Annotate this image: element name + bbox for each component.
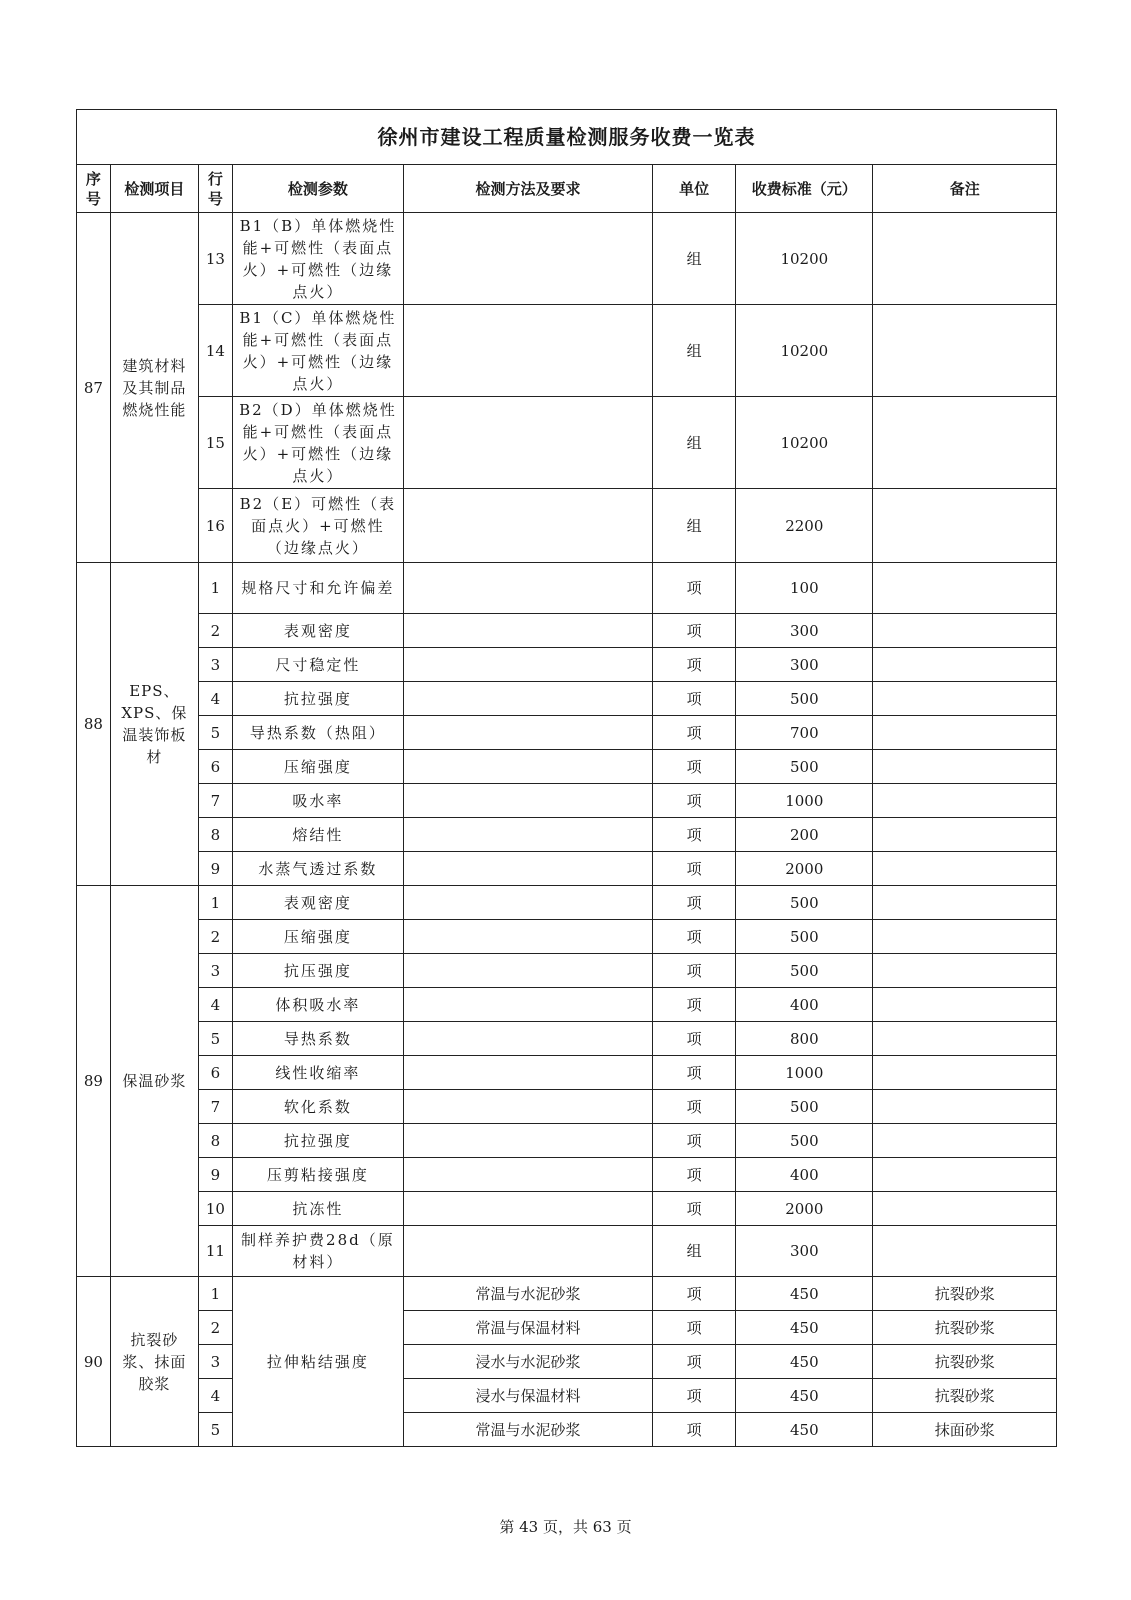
fee-cell: 1000 [736, 784, 873, 818]
unit-cell: 项 [653, 818, 736, 852]
method-cell [404, 1022, 653, 1056]
note-cell [873, 1226, 1057, 1277]
fee-cell: 450 [736, 1345, 873, 1379]
table-row [77, 1226, 1057, 1277]
fee-cell: 300 [736, 1226, 873, 1277]
row-number: 6 [198, 750, 232, 784]
table-row [77, 886, 1057, 920]
param-cell: 抗压强度 [232, 954, 403, 988]
row-number: 16 [198, 489, 232, 563]
note-cell [873, 954, 1057, 988]
unit-cell: 组 [653, 305, 736, 397]
row-number: 1 [198, 1277, 232, 1311]
unit-cell: 项 [653, 1090, 736, 1124]
note-cell [873, 1090, 1057, 1124]
table-row [77, 750, 1057, 784]
header-method: 检测方法及要求 [404, 165, 653, 213]
unit-cell: 项 [653, 784, 736, 818]
table-row [77, 1311, 1057, 1345]
unit-cell: 项 [653, 563, 736, 614]
method-cell [404, 489, 653, 563]
unit-cell: 项 [653, 614, 736, 648]
table-row [77, 1192, 1057, 1226]
note-cell [873, 920, 1057, 954]
unit-cell: 组 [653, 1226, 736, 1277]
note-cell [873, 818, 1057, 852]
table-row [77, 1277, 1057, 1311]
header-unit: 单位 [653, 165, 736, 213]
param-cell: B2（E）可燃性（表面点火）+可燃性（边缘点火） [232, 489, 403, 563]
fee-cell: 200 [736, 818, 873, 852]
row-number: 2 [198, 614, 232, 648]
method-cell [404, 682, 653, 716]
fee-cell: 700 [736, 716, 873, 750]
param-cell: 水蒸气透过系数 [232, 852, 403, 886]
group-item-name: EPS、XPS、保温装饰板材 [110, 563, 198, 886]
method-cell [404, 397, 653, 489]
header-fee: 收费标准（元） [736, 165, 873, 213]
param-cell: 规格尺寸和允许偏差 [232, 563, 403, 614]
fee-cell: 500 [736, 682, 873, 716]
table-row [77, 1158, 1057, 1192]
row-number: 7 [198, 1090, 232, 1124]
fee-cell: 10200 [736, 213, 873, 305]
note-cell [873, 489, 1057, 563]
param-cell: B1（C）单体燃烧性能+可燃性（表面点火）+可燃性（边缘点火） [232, 305, 403, 397]
method-cell [404, 1226, 653, 1277]
table-body [77, 213, 1057, 1447]
method-cell [404, 305, 653, 397]
fee-cell: 800 [736, 1022, 873, 1056]
table-row [77, 852, 1057, 886]
page-footer: 第 43 页，共 63 页 [499, 1518, 632, 1536]
param-cell: 导热系数 [232, 1022, 403, 1056]
table-row [77, 988, 1057, 1022]
header-seq: 序号 [77, 165, 111, 213]
note-cell [873, 886, 1057, 920]
table-row [77, 784, 1057, 818]
note-cell [873, 784, 1057, 818]
group-seq: 88 [77, 563, 111, 886]
row-number: 3 [198, 648, 232, 682]
row-number: 4 [198, 1379, 232, 1413]
row-number: 6 [198, 1056, 232, 1090]
row-number: 4 [198, 682, 232, 716]
header-item: 检测项目 [110, 165, 198, 213]
param-cell: 抗拉强度 [232, 1124, 403, 1158]
unit-cell: 项 [653, 648, 736, 682]
method-cell [404, 886, 653, 920]
param-cell: 表观密度 [232, 614, 403, 648]
group-item-name: 保温砂浆 [110, 886, 198, 1277]
note-cell: 抗裂砂浆 [873, 1277, 1057, 1311]
table-row [77, 1379, 1057, 1413]
method-cell [404, 614, 653, 648]
param-cell: 压缩强度 [232, 750, 403, 784]
method-cell [404, 1056, 653, 1090]
row-number: 1 [198, 886, 232, 920]
table-row [77, 716, 1057, 750]
param-cell: 抗拉强度 [232, 682, 403, 716]
method-cell [404, 716, 653, 750]
param-cell: 尺寸稳定性 [232, 648, 403, 682]
unit-cell: 项 [653, 682, 736, 716]
method-cell [404, 954, 653, 988]
unit-cell: 组 [653, 397, 736, 489]
fee-cell: 500 [736, 750, 873, 784]
row-number: 2 [198, 1311, 232, 1345]
fee-cell: 100 [736, 563, 873, 614]
param-cell: 导热系数（热阻） [232, 716, 403, 750]
note-cell: 抗裂砂浆 [873, 1311, 1057, 1345]
unit-cell: 项 [653, 1311, 736, 1345]
method-cell [404, 1090, 653, 1124]
note-cell [873, 648, 1057, 682]
unit-cell: 项 [653, 1124, 736, 1158]
group-seq: 89 [77, 886, 111, 1277]
table-row [77, 682, 1057, 716]
table-title: 徐州市建设工程质量检测服务收费一览表 [77, 110, 1057, 165]
method-cell [404, 750, 653, 784]
method-cell: 常温与水泥砂浆 [404, 1413, 653, 1447]
note-cell [873, 563, 1057, 614]
note-cell [873, 397, 1057, 489]
row-number: 9 [198, 1158, 232, 1192]
param-cell: 压缩强度 [232, 920, 403, 954]
unit-cell: 项 [653, 1056, 736, 1090]
fee-cell: 450 [736, 1311, 873, 1345]
table-row [77, 1090, 1057, 1124]
unit-cell: 项 [653, 886, 736, 920]
param-cell: 压剪粘接强度 [232, 1158, 403, 1192]
unit-cell: 项 [653, 920, 736, 954]
note-cell: 抗裂砂浆 [873, 1345, 1057, 1379]
method-cell: 浸水与保温材料 [404, 1379, 653, 1413]
unit-cell: 组 [653, 489, 736, 563]
fee-cell: 450 [736, 1413, 873, 1447]
row-number: 9 [198, 852, 232, 886]
unit-cell: 项 [653, 1192, 736, 1226]
group-item-name: 抗裂砂浆、抹面胶浆 [110, 1277, 198, 1447]
table-row [77, 397, 1057, 489]
fee-cell: 500 [736, 954, 873, 988]
table-row [77, 489, 1057, 563]
param-cell: 体积吸水率 [232, 988, 403, 1022]
fee-cell: 10200 [736, 397, 873, 489]
fee-cell: 2000 [736, 852, 873, 886]
param-cell: 线性收缩率 [232, 1056, 403, 1090]
param-cell: 软化系数 [232, 1090, 403, 1124]
row-number: 8 [198, 818, 232, 852]
row-number: 1 [198, 563, 232, 614]
unit-cell: 项 [653, 1158, 736, 1192]
note-cell [873, 750, 1057, 784]
method-cell [404, 1158, 653, 1192]
note-cell [873, 988, 1057, 1022]
table-row [77, 920, 1057, 954]
fee-cell: 450 [736, 1379, 873, 1413]
table-row [77, 213, 1057, 305]
group-item-name: 建筑材料及其制品燃烧性能 [110, 213, 198, 563]
param-cell: 制样养护费28d（原材料） [232, 1226, 403, 1277]
method-cell: 常温与保温材料 [404, 1311, 653, 1345]
note-cell [873, 682, 1057, 716]
method-cell [404, 563, 653, 614]
note-cell [873, 1022, 1057, 1056]
unit-cell: 项 [653, 750, 736, 784]
unit-cell: 项 [653, 852, 736, 886]
note-cell: 抗裂砂浆 [873, 1379, 1057, 1413]
param-cell: 吸水率 [232, 784, 403, 818]
fee-cell: 400 [736, 988, 873, 1022]
note-cell [873, 716, 1057, 750]
table-row [77, 1056, 1057, 1090]
row-number: 7 [198, 784, 232, 818]
table-row [77, 1124, 1057, 1158]
group-seq: 87 [77, 213, 111, 563]
table-row [77, 954, 1057, 988]
param-cell: 熔结性 [232, 818, 403, 852]
table-row [77, 1413, 1057, 1447]
unit-cell: 组 [653, 213, 736, 305]
table-row [77, 648, 1057, 682]
note-cell [873, 1158, 1057, 1192]
unit-cell: 项 [653, 954, 736, 988]
fee-cell: 1000 [736, 1056, 873, 1090]
row-number: 5 [198, 1022, 232, 1056]
fee-cell: 450 [736, 1277, 873, 1311]
param-cell: 拉伸粘结强度 [232, 1277, 403, 1447]
header-note: 备注 [873, 165, 1057, 213]
row-number: 15 [198, 397, 232, 489]
method-cell: 常温与水泥砂浆 [404, 1277, 653, 1311]
param-cell: 表观密度 [232, 886, 403, 920]
method-cell [404, 920, 653, 954]
param-cell: B1（B）单体燃烧性能+可燃性（表面点火）+可燃性（边缘点火） [232, 213, 403, 305]
unit-cell: 项 [653, 1345, 736, 1379]
row-number: 5 [198, 1413, 232, 1447]
table-row [77, 1345, 1057, 1379]
row-number: 14 [198, 305, 232, 397]
method-cell [404, 988, 653, 1022]
note-cell [873, 1056, 1057, 1090]
row-number: 5 [198, 716, 232, 750]
row-number: 13 [198, 213, 232, 305]
row-number: 2 [198, 920, 232, 954]
row-number: 8 [198, 1124, 232, 1158]
table-row [77, 305, 1057, 397]
fee-cell: 500 [736, 886, 873, 920]
unit-cell: 项 [653, 1379, 736, 1413]
row-number: 3 [198, 954, 232, 988]
method-cell [404, 1124, 653, 1158]
note-cell: 抹面砂浆 [873, 1413, 1057, 1447]
unit-cell: 项 [653, 1022, 736, 1056]
note-cell [873, 1192, 1057, 1226]
fee-cell: 2200 [736, 489, 873, 563]
param-cell: B2（D）单体燃烧性能+可燃性（表面点火）+可燃性（边缘点火） [232, 397, 403, 489]
fee-cell: 400 [736, 1158, 873, 1192]
method-cell [404, 1192, 653, 1226]
table-row [77, 818, 1057, 852]
table-row [77, 1022, 1057, 1056]
param-cell: 抗冻性 [232, 1192, 403, 1226]
row-number: 11 [198, 1226, 232, 1277]
row-number: 3 [198, 1345, 232, 1379]
note-cell [873, 213, 1057, 305]
method-cell [404, 648, 653, 682]
group-seq: 90 [77, 1277, 111, 1447]
fee-cell: 300 [736, 614, 873, 648]
fee-cell: 10200 [736, 305, 873, 397]
note-cell [873, 1124, 1057, 1158]
method-cell [404, 784, 653, 818]
fee-cell: 2000 [736, 1192, 873, 1226]
method-cell [404, 213, 653, 305]
fee-table [76, 109, 1057, 1447]
row-number: 4 [198, 988, 232, 1022]
method-cell [404, 852, 653, 886]
unit-cell: 项 [653, 1277, 736, 1311]
note-cell [873, 852, 1057, 886]
fee-cell: 500 [736, 1090, 873, 1124]
fee-cell: 500 [736, 920, 873, 954]
row-number: 10 [198, 1192, 232, 1226]
unit-cell: 项 [653, 988, 736, 1022]
unit-cell: 项 [653, 1413, 736, 1447]
unit-cell: 项 [653, 716, 736, 750]
fee-cell: 300 [736, 648, 873, 682]
table-row [77, 614, 1057, 648]
table-row [77, 563, 1057, 614]
method-cell: 浸水与水泥砂浆 [404, 1345, 653, 1379]
note-cell [873, 614, 1057, 648]
fee-cell: 500 [736, 1124, 873, 1158]
method-cell [404, 818, 653, 852]
note-cell [873, 305, 1057, 397]
header-param: 检测参数 [232, 165, 403, 213]
header-row-no: 行号 [198, 165, 232, 213]
